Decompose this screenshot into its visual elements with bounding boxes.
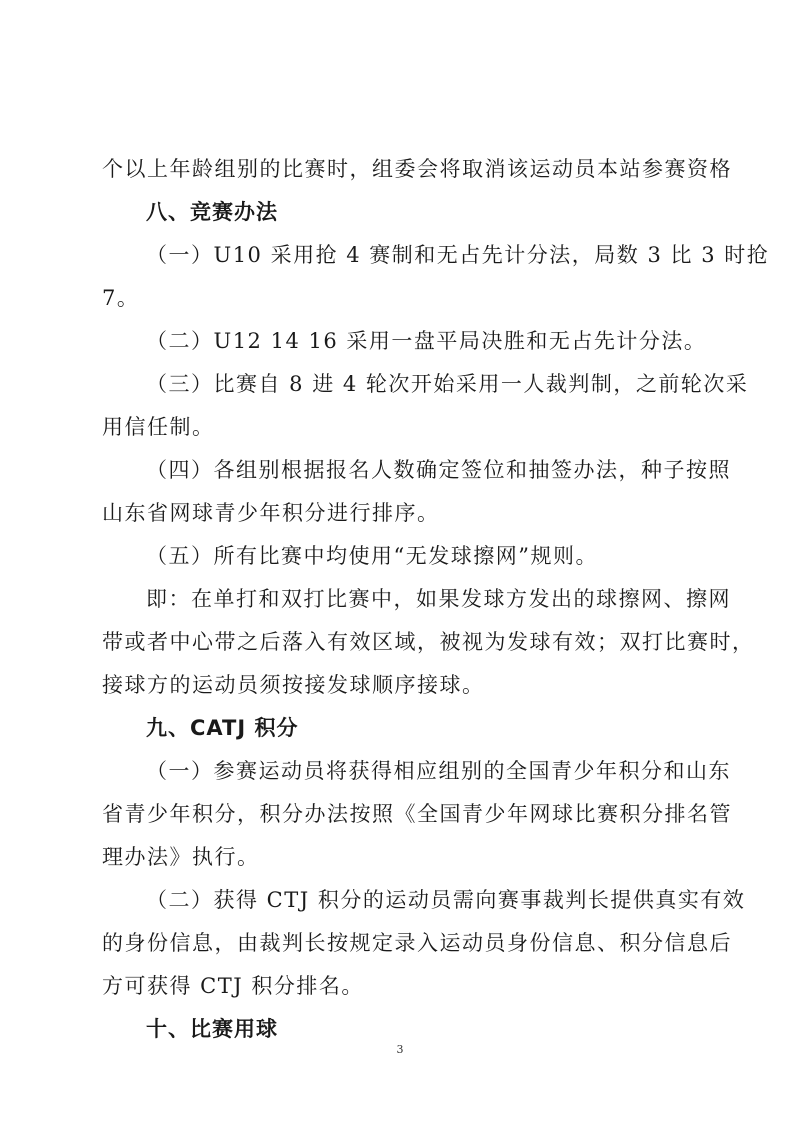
paragraph-line: 理办法》执行。 [102,845,260,869]
section-heading-match-balls: 十、比赛用球 [146,1017,278,1041]
paragraph-line: （二）U12 14 16 采用一盘平局决胜和无占先计分法。 [146,329,707,353]
paragraph-line: 7。 [102,286,140,310]
paragraph-line: （二）获得 CTJ 积分的运动员需向赛事裁判长提供真实有效 [146,888,746,912]
paragraph-line: 山东省网球青少年积分进行排序。 [102,501,440,525]
paragraph-line: 接球方的运动员须按接发球顺序接球。 [102,673,485,697]
paragraph-line: 用信任制。 [102,415,215,439]
page-number: 3 [396,1043,404,1056]
paragraph-line: 带或者中心带之后落入有效区域，被视为发球有效；双打比赛时， [102,630,755,654]
paragraph-line: （四）各组别根据报名人数确定签位和抽签办法，种子按照 [146,458,731,482]
paragraph-line: 省青少年积分，积分办法按照《全国青少年网球比赛积分排名管 [102,802,732,826]
paragraph-line: （三）比赛自 8 进 4 轮次开始采用一人裁判制，之前轮次采 [146,372,749,396]
paragraph-line: （五）所有比赛中均使用“无发球擦网”规则。 [146,544,598,568]
paragraph-line: 个以上年龄组别的比赛时，组委会将取消该运动员本站参赛资格 [102,157,732,181]
section-heading-competition-method: 八、竞赛办法 [146,200,278,224]
paragraph-line: 的身份信息，由裁判长按规定录入运动员身份信息、积分信息后 [102,931,732,955]
paragraph-line: （一）参赛运动员将获得相应组别的全国青少年积分和山东 [146,759,731,783]
paragraph-line: 即：在单打和双打比赛中，如果发球方发出的球擦网、擦网 [146,587,731,611]
paragraph-line: 方可获得 CTJ 积分排名。 [102,974,364,998]
section-heading-catj-points: 九、CATJ 积分 [146,716,299,740]
paragraph-line: （一）U10 采用抢 4 赛制和无占先计分法，局数 3 比 3 时抢 [146,243,770,267]
